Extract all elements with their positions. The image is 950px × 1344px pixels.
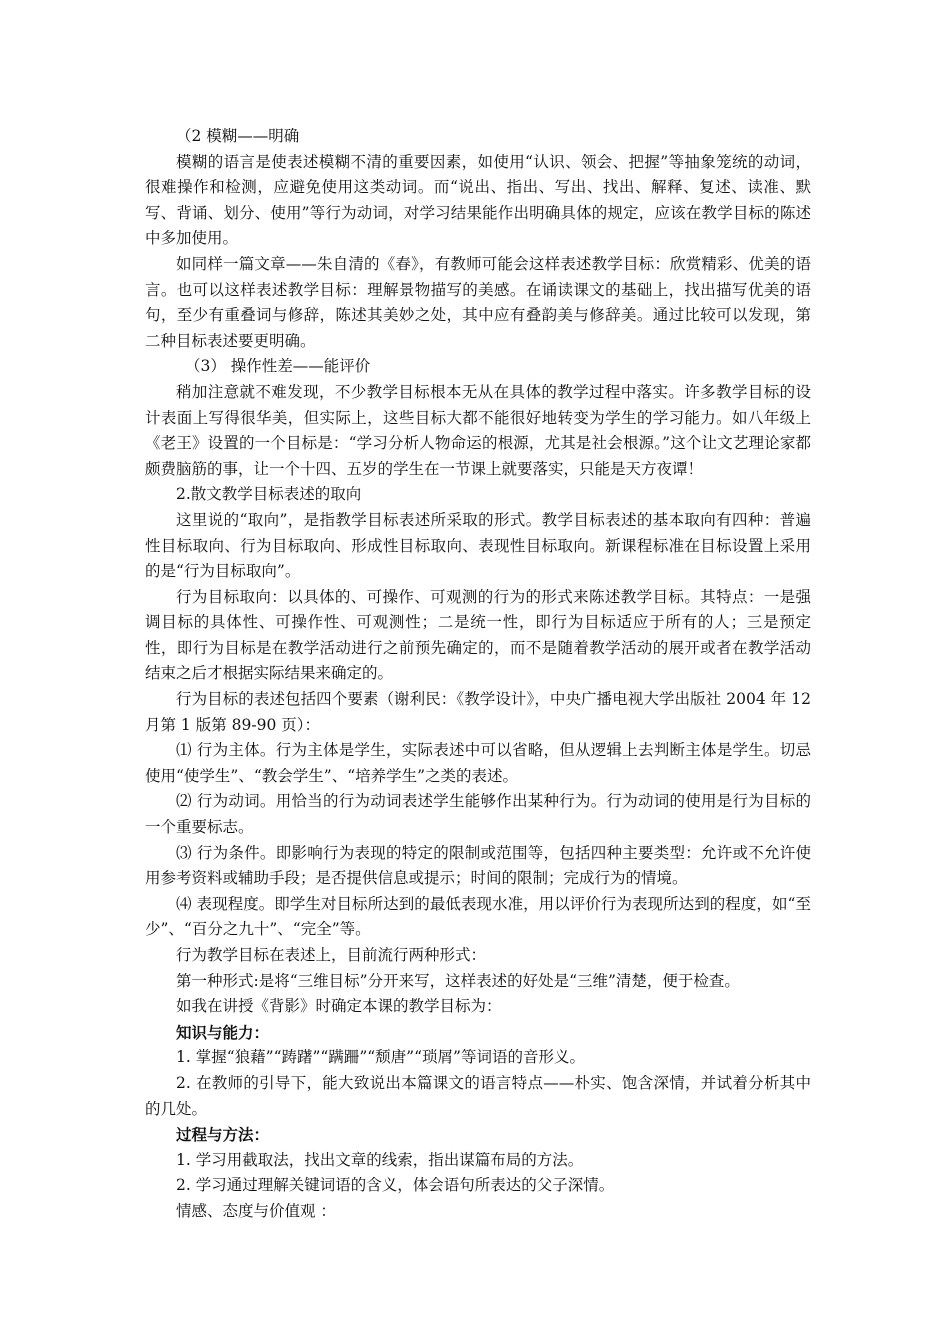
paragraph-behavior-orientation: 行为目标取向：以具体的、可操作、可观测的行为的形式来陈述教学目标。其特点：一是强调目标的具体性、可操作性、可观测性；二是统一性，即行为目标适应于所有的人；三是预定性，即行为目标是在教学活动进行之前预先确定的，而不是随着教学活动的展开或者在教学活动结束之后才根据实际结果来确定的。: [145, 587, 811, 683]
heading-poor-operability: （3） 操作性差——能评价: [185, 357, 371, 376]
paragraph-four-elements: 行为目标的表述包括四个要素（谢利民：《教学设计》，中央广播电视大学出版社 2004 年 12 月第 1 版第 89-90 页）：: [145, 690, 811, 734]
list-item-performance-level: ⑷ 表现程度。即学生对目标所达到的最低表现水准，用以评价行为表现所达到的程度，如“至少”、“百分之九十”、“完全”等。: [145, 894, 811, 939]
heading-process-method: 过程与方法：: [176, 1125, 270, 1145]
paragraph-fuzzy-language: 模糊的语言是使表述模糊不清的重要因素，如使用“认识、领会、把握”等抽象笼统的动词，很难操作和检测，应避免使用这类动词。而“说出、指出、写出、找出、解释、复述、读准、默写、背诵、划分、使用”等行为动词，对学习结果能作出明确具体的规定，应该在教学目标的陈述中多加使用。: [145, 152, 811, 248]
heading-emotion-values: 情感、态度与价值观 ：: [176, 1201, 336, 1220]
paragraph-orientation-definition: 这里说的“取向”，是指教学目标表述所采取的形式。教学目标表述的基本取向有四种：普遍性目标取向、行为目标取向、形成性目标取向、表现性目标取向。新课程标准在目标设置上采用的是“行为目标取向”。: [145, 510, 811, 581]
paragraph-first-form: 第一种形式:是将“三维目标”分开来写，这样表述的好处是“三维”清楚，便于检查。: [176, 971, 740, 990]
heading-knowledge-ability: 知识与能力：: [176, 1022, 270, 1042]
heading-fuzzy-to-clear: （2 模糊——明确: [176, 127, 300, 145]
paragraph-operability: 稍加注意就不难发现，不少教学目标根本无从在具体的教学过程中落实。许多教学目标的设计表面上写得很华美，但实际上，这些目标大都不能很好地转变为学生的学习能力。如八年级上《老王》设置的一个目标是：“学习分析人物命运的根源，尤其是社会根源。”这个让文艺理论家都颇费脑筋的事，让一个十四、五岁的学生在一节课上就要落实，只能是天方夜谭！: [145, 382, 811, 478]
list-item-behavior-verb: ⑵ 行为动词。用恰当的行为动词表述学生能够作出某种行为。行为动词的使用是行为目标的一个重要标志。: [145, 792, 811, 837]
list-item-process-2: 2. 学习通过理解关键词语的含义，体会语句所表达的父子深情。: [176, 1176, 615, 1195]
list-item-knowledge-1: 1. 掌握“狼藉”“踌躇”“蹒跚”“颓唐”“琐屑”等词语的音形义。: [176, 1048, 585, 1067]
heading-orientation: 2.散文教学目标表述的取向: [176, 485, 362, 504]
list-item-behavior-condition: ⑶ 行为条件。即影响行为表现的特定的限制或范围等，包括四种主要类型：允许或不允许使用参考资料或辅助手段；是否提供信息或提示；时间的限制；完成行为的情境。: [145, 843, 811, 888]
list-item-knowledge-2: 2. 在教师的引导下，能大致说出本篇课文的语言特点——朴实、饱含深情，并试着分析其中的几处。: [145, 1073, 811, 1118]
paragraph-spring-example: 如同样一篇文章——朱自清的《春》，有教师可能会这样表述教学目标：欣赏精彩、优美的语言。也可以这样表述教学目标：理解景物描写的美感。在诵读课文的基础上，找出描写优美的语句，至少有重叠词与修辞，陈述其美妙之处，其中应有叠韵美与修辞美。通过比较可以发现，第二种目标表述要更明确。: [145, 254, 811, 350]
list-item-process-1: 1. 学习用截取法，找出文章的线索，指出谋篇布局的方法。: [176, 1150, 584, 1169]
list-item-behavior-subject: ⑴ 行为主体。行为主体是学生，实际表述中可以省略，但从逻辑上去判断主体是学生。切忌使用“使学生”、“教会学生”、“培养学生”之类的表述。: [145, 741, 811, 785]
paragraph-beiying-goals: 如我在讲授《背影》时确定本课的教学目标为：: [176, 997, 502, 1016]
paragraph-two-forms: 行为教学目标在表述上，目前流行两种形式：: [176, 946, 487, 964]
document-page: [145, 124, 811, 1225]
